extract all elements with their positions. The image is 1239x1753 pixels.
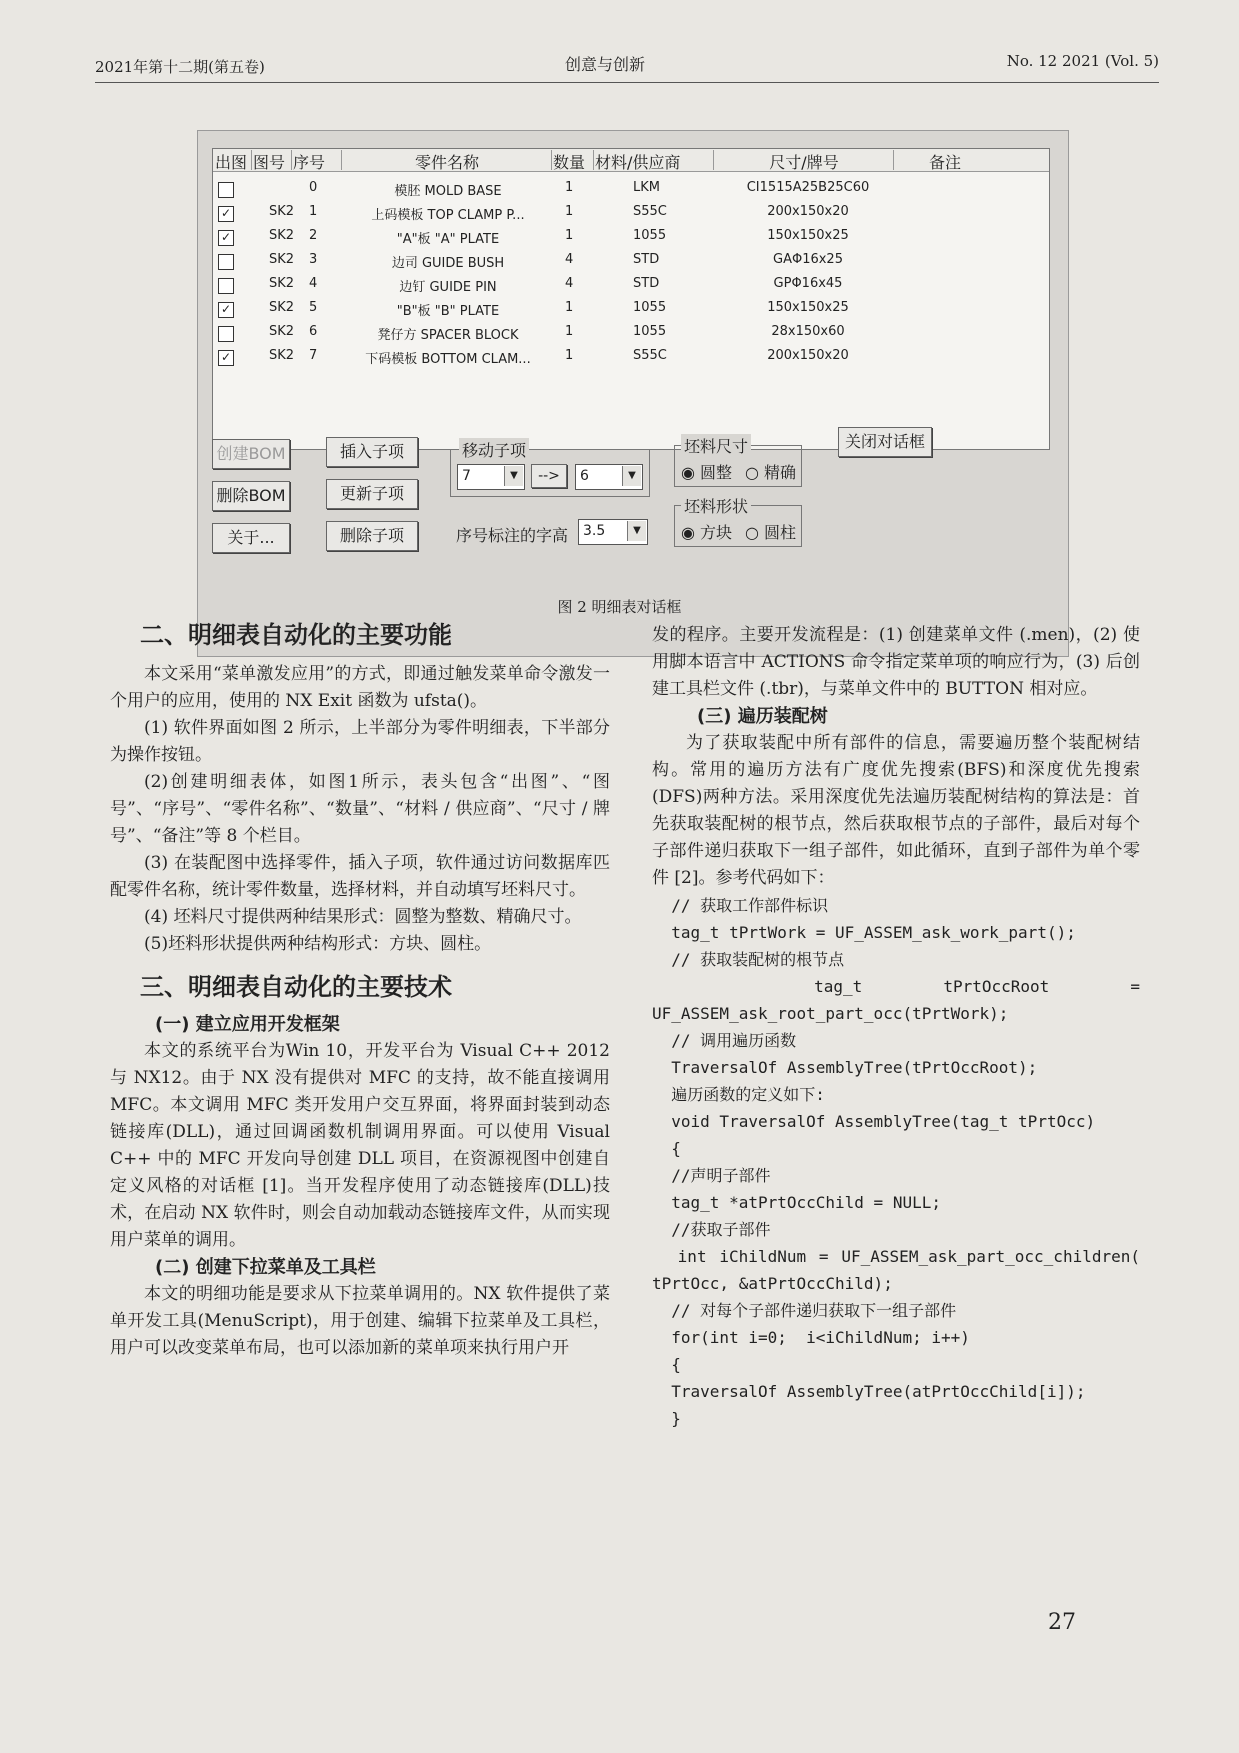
right-column [652,622,1140,1432]
cell-seq: 7 [309,348,318,363]
delete-child-button[interactable]: 删除子项 [326,521,418,551]
paragraph: 本文的明细功能是要求从下拉菜单调用的。NX 软件提供了菜单开发工具(MenuScript)，用于创建、编辑下拉菜单及工具栏，用户可以改变菜单布局，也可以添加新的菜单项来执行用户开 [110,1284,610,1358]
figure-caption: 图 2 明细表对话框 [557,598,682,616]
table-row[interactable] [213,249,1049,273]
blank-shape-title: 坯料形状 [681,494,751,517]
col-header[interactable]: 零件名称 [343,150,552,170]
cell-seq: 6 [309,324,318,339]
blank-shape-group [674,497,802,547]
left-column [110,622,610,1362]
cell-drawing: SK2 [269,252,295,267]
cell-name: 下码模板 BOTTOM CLAM... [365,352,531,367]
cell-qty: 1 [565,348,574,363]
cell-size: GAΦ16x25 [773,252,843,267]
bom-list-header [213,149,1049,172]
table-row[interactable] [213,273,1049,297]
cell-size: 150x150x25 [767,228,849,243]
cell-qty: 4 [565,252,574,267]
cell-seq: 1 [309,204,318,219]
paragraph: (3) 在装配图中选择零件，插入子项，软件通过访问数据库匹配零件名称，统计零件数量，选择材料，并自动填写坯料尺寸。 [110,853,610,900]
font-height-label: 序号标注的字高 [456,526,569,545]
cell-name: "A"板 "A" PLATE [396,232,500,247]
subsection-heading: (一) 建立应用开发框架 [155,1014,340,1035]
col-header[interactable]: 尺寸/牌号 [715,150,894,170]
col-header[interactable]: 数量 [553,150,594,170]
cell-qty: 4 [565,276,574,291]
table-row[interactable] [213,345,1049,369]
paragraph: 本文的系统平台为Win 10，开发平台为 Visual C++ 2012 与 NX12。由于 NX 没有提供对 MFC 的支持，故不能直接调用 MFC。本文调用 MFC 类开发用户交互界面，将界面封装到动态链接库(DLL)，通过回调函数机制调用界面。可以使用 Visual C++ 中的 MFC 开发向导创建 DLL 项目，在资源视图中创建自定义风格的对话框 [1]。当开发程序使用了动态链接库(DLL)技术，在启动 NX 软件时，则会自动加载动态链接库文件，从而实现用户菜单的调用。 [110,1041,610,1250]
cell-size: 150x150x25 [767,300,849,315]
checkbox-checked[interactable]: ✓ [218,206,234,222]
table-row[interactable] [213,201,1049,225]
cell-name: 边司 GUIDE BUSH [391,256,505,271]
cell-drawing: SK2 [269,204,295,219]
close-dialog-button[interactable]: 关闭对话框 [838,427,932,457]
bom-dialog-figure [197,130,1069,657]
cell-qty: 1 [565,228,574,243]
blank-shape-block-radio[interactable]: ◉ 方块 [681,523,733,542]
subsection-heading: (三) 遍历装配树 [697,706,828,727]
move-from-select[interactable]: 7 ▼ [457,464,525,490]
blank-size-exact-radio[interactable]: ○ 精确 [745,463,797,482]
cell-seq: 4 [309,276,318,291]
cell-drawing: SK2 [269,276,295,291]
paragraph: (5)坯料形状提供两种结构形式：方块、圆柱。 [144,934,492,954]
col-header[interactable]: 图号 [253,150,292,170]
cell-seq: 3 [309,252,318,267]
running-header [95,52,1159,83]
checkbox[interactable] [218,254,234,270]
checkbox-checked[interactable]: ✓ [218,350,234,366]
section-three-heading: 三、明细表自动化的主要技术 [140,973,452,1001]
create-bom-button[interactable]: 创建BOM [212,439,290,469]
move-child-title: 移动子项 [459,438,529,461]
paragraph: (1) 软件界面如图 2 所示，上半部分为零件明细表，下半部分为操作按钮。 [110,718,610,765]
bom-list[interactable] [212,148,1050,450]
cell-material: LKM [633,180,660,195]
cell-size: 200x150x20 [767,204,849,219]
chevron-down-icon: ▼ [622,466,641,486]
paragraph: (4) 坯料尺寸提供两种结果形式：圆整为整数、精确尺寸。 [144,907,582,927]
col-header[interactable]: 序号 [293,150,342,170]
cell-size: GPΦ16x45 [773,276,843,291]
paragraph: 发的程序。主要开发流程是：(1) 创建菜单文件 (.men)，(2) 使用脚本语言中 ACTIONS 命令指定菜单项的响应行为，(3) 后创建工具栏文件 (.tbr)，与菜单文件中的 BUTTON 相对应。 [652,625,1140,699]
blank-size-group [674,437,802,487]
cell-qty: 1 [565,300,574,315]
cell-material: 1055 [633,300,667,315]
blank-size-title: 坯料尺寸 [681,434,751,457]
subsection-heading: (二) 创建下拉菜单及工具栏 [155,1257,376,1278]
checkbox-checked[interactable]: ✓ [218,302,234,318]
volume-label: No. 12 2021 (Vol. 5) [1006,52,1159,70]
cell-name: 上码模板 TOP CLAMP P... [371,208,525,223]
update-child-button[interactable]: 更新子项 [326,479,418,509]
cell-material: 1055 [633,324,667,339]
cell-qty: 1 [565,204,574,219]
delete-bom-button[interactable]: 删除BOM [212,481,290,511]
col-header[interactable]: 出图 [215,150,252,170]
blank-size-round-radio[interactable]: ◉ 圆整 [681,463,733,482]
paragraph: 本文采用“菜单激发应用”的方式，即通过触发菜单命令激发一个用户的应用，使用的 NX Exit 函数为 ufsta()。 [110,664,610,711]
col-header[interactable]: 材料/供应商 [595,150,714,170]
table-row[interactable] [213,177,1049,201]
table-row[interactable] [213,321,1049,345]
move-to-select[interactable]: 6 ▼ [575,464,643,490]
about-button[interactable]: 关于... [212,523,290,553]
table-row[interactable] [213,225,1049,249]
cell-size: 200x150x20 [767,348,849,363]
checkbox[interactable] [218,326,234,342]
cell-material: STD [633,252,660,267]
journal-title: 创意与创新 [565,55,646,74]
code-listing: // 获取工作部件标识 tag_t tPrtWork = UF_ASSEM_ask_work_part(); // 获取装配树的根节点 tag_t tPrtOccRoot = UF_ASSEM_ask_root_part_occ(tPrtWork); // 调用遍历函数 TraversalOf AssemblyTree(tPrtOccRoot); 遍历函数的定义如下: void TraversalOf AssemblyTree(tag_t tPrtOcc) { //声明子部件 tag_t *atPrtOccChild = NULL; //获取子部件 int iChildNum = UF_ASSEM_ask_part_occ_children( tPrtOcc, &atPrtOccChild); // 对每个子部件递归获取下一组子部件 for(int i=0; i<iChildNum; i++) { TraversalOf AssemblyTree(atPrtOccChild[i]); } [652,896,1141,1428]
cell-seq: 2 [309,228,318,243]
move-arrow-button[interactable]: --> [531,464,567,488]
cell-drawing: SK2 [269,228,295,243]
cell-drawing: SK2 [269,324,295,339]
checkbox[interactable] [218,278,234,294]
cell-material: 1055 [633,228,667,243]
cell-seq: 5 [309,300,318,315]
page-number: 27 [1048,1610,1076,1635]
cell-name: 边钉 GUIDE PIN [399,280,497,295]
cell-name: 凳仔方 SPACER BLOCK [377,328,519,343]
cell-size: CI1515A25B25C60 [746,180,870,195]
cell-qty: 1 [565,324,574,339]
section-two-heading: 二、明细表自动化的主要功能 [140,621,452,649]
cell-qty: 1 [565,180,574,195]
blank-shape-cylinder-radio[interactable]: ○ 圆柱 [745,523,797,542]
insert-child-button[interactable]: 插入子项 [326,437,418,467]
cell-seq: 0 [309,180,318,195]
checkbox[interactable] [218,182,234,198]
cell-drawing: SK2 [269,348,295,363]
cell-material: S55C [633,204,667,219]
cell-size: 28x150x60 [771,324,845,339]
cell-material: S55C [633,348,667,363]
table-row[interactable] [213,297,1049,321]
cell-material: STD [633,276,660,291]
move-child-group [450,441,650,497]
cell-name: "B"板 "B" PLATE [396,304,500,319]
col-header[interactable]: 备注 [928,153,961,172]
chevron-down-icon: ▼ [504,466,523,486]
cell-name: 模胚 MOLD BASE [394,184,502,199]
chevron-down-icon: ▼ [627,521,646,541]
paragraph: 为了获取装配中所有部件的信息，需要遍历整个装配树结构。常用的遍历方法有广度优先搜索(BFS)和深度优先搜索(DFS)两种方法。采用深度优先法遍历装配树结构的算法是：首先获取装配树的根节点，然后获取根节点的子部件，最后对每个子部件递归获取下一组子部件，如此循环，直到子部件为单个零件 [2]。参考代码如下： [652,733,1140,888]
issue-label: 2021年第十二期(第五卷) [95,58,265,76]
paragraph: (2)创建明细表体，如图1所示，表头包含“出图”、“图号”、“序号”、“零件名称”、“数量”、“材料 / 供应商”、“尺寸 / 牌号”、“备注”等 8 个栏目。 [110,772,610,846]
cell-drawing: SK2 [269,300,295,315]
font-height-select[interactable]: 3.5 ▼ [578,519,648,545]
checkbox-checked[interactable]: ✓ [218,230,234,246]
